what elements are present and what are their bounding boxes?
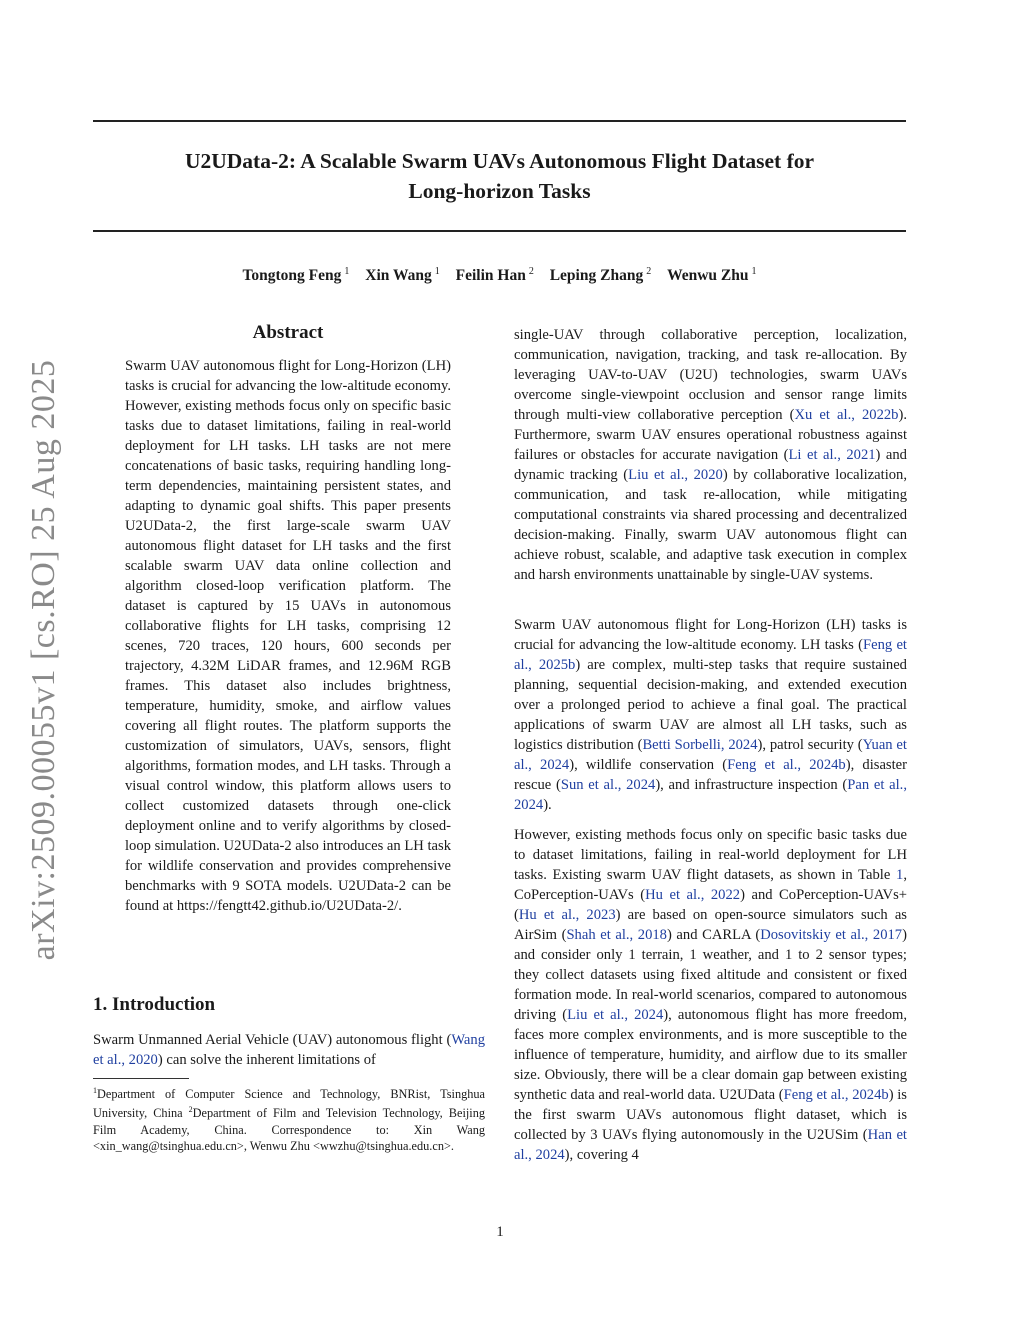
paragraph-text: ) and CARLA ( bbox=[666, 927, 761, 943]
paragraph-text: However, existing methods focus only on specific basic tasks due to dataset limitations, failing in real-world deployment for LH tasks. Existing swarm UAV flight datasets, as shown in Table bbox=[514, 827, 907, 883]
author-list bbox=[93, 266, 906, 285]
citation-link[interactable]: Sun et al., 2024 bbox=[560, 777, 656, 793]
citation-link[interactable]: Han et al., 2024 bbox=[514, 1127, 907, 1163]
paragraph-text: ), and infrastructure inspection ( bbox=[655, 777, 848, 793]
footnote-rule bbox=[93, 1078, 189, 1079]
footnote-mark: 2 bbox=[188, 1105, 193, 1115]
citation-link[interactable]: Feng et al., 2025b bbox=[514, 637, 907, 673]
title-line-2: Long-horizon Tasks bbox=[408, 179, 591, 203]
author-affiliation-mark: 2 bbox=[528, 266, 534, 277]
citation-link[interactable]: Hu et al., 2023 bbox=[518, 907, 616, 923]
right-column-paragraph-1 bbox=[514, 325, 907, 585]
introduction-paragraph bbox=[93, 1030, 485, 1070]
author-name: Leping Zhang bbox=[549, 267, 644, 285]
footnote-mark: 1 bbox=[93, 1086, 97, 1095]
paragraph-text: ) are based on open-source simulators such as AirSim ( bbox=[514, 907, 907, 943]
right-column-paragraph-2 bbox=[514, 615, 907, 815]
paragraph-text: ) and CoPerception-UAVs+ ( bbox=[514, 887, 907, 923]
paragraph-text: ) is the first swarm UAVs autonomous flight dataset, which is collected by 3 UAVs flying autonomously in the U2USim ( bbox=[514, 1087, 907, 1143]
paragraph-text: ) can solve the inherent limitations of bbox=[157, 1052, 376, 1068]
paragraph-text: ) and consider only 1 terrain, 1 weather, and 1 to 2 sensor types; they collect datasets using fixed altitude and consistent or fixed formation mode. In real-world scenarios, compared to autonomous driving ( bbox=[514, 927, 907, 1023]
citation-link[interactable]: Hu et al., 2022 bbox=[645, 887, 741, 903]
paragraph-text: single-UAV through collaborative perception, localization, communication, navigation, tracking, and task re-allocation. By leveraging UAV-to-UAV (U2U) technologies, swarm UAVs overcome single-viewpoint occlusion and sensor range limits through multi-view collaborative perception ( bbox=[514, 327, 907, 423]
author-name: Tongtong Feng bbox=[242, 267, 342, 285]
paragraph-text: , CoPerception-UAVs ( bbox=[514, 867, 907, 903]
author-affiliation-mark: 1 bbox=[751, 266, 757, 277]
citation-link[interactable]: Betti Sorbelli, 2024 bbox=[642, 737, 758, 753]
author bbox=[242, 267, 349, 284]
affiliation-footnote bbox=[93, 1083, 485, 1154]
paragraph-text: ) by collaborative localization, communication, and task re-allocation, while mitigating computational constraints via shared processing and decentralized decision-making. Finally, swarm UAV autonomous flight can achieve robust, scalable, and adaptive task execution in complex and harsh environments unattainable by single-UAV systems. bbox=[514, 467, 907, 583]
arxiv-identifier-stamp: arXiv:2509.00055v1 [cs.RO] 25 Aug 2025 bbox=[25, 359, 62, 961]
citation-link[interactable]: Feng et al., 2024b bbox=[727, 757, 846, 773]
citation-link[interactable]: Yuan et al., 2024 bbox=[514, 737, 907, 773]
paragraph-text: ), covering 4 bbox=[564, 1147, 639, 1163]
paragraph-text: ) are complex, multi-step tasks that require sustained planning, sequential decision-making, and extended execution over a prolonged period to achieve a final goal. The practical applications of swarm UAV are almost all LH tasks, such as logistics distribution ( bbox=[514, 657, 907, 753]
citation-link[interactable]: Feng et al., 2024b bbox=[783, 1087, 889, 1103]
author-affiliation-mark: 1 bbox=[344, 266, 350, 277]
table-reference-link[interactable]: 1 bbox=[896, 867, 904, 883]
citation-link[interactable]: Wang et al., 2020 bbox=[93, 1032, 485, 1068]
paper-title bbox=[93, 146, 906, 206]
author-name: Wenwu Zhu bbox=[667, 267, 749, 285]
title-line-1: U2UData-2: A Scalable Swarm UAVs Autonomous Flight Dataset for bbox=[184, 149, 815, 173]
author-affiliation-mark: 2 bbox=[646, 266, 652, 277]
citation-link[interactable]: Li et al., 2021 bbox=[788, 447, 876, 463]
abstract-text: Swarm UAV autonomous flight for Long-Horizon (LH) tasks is crucial for advancing the low-altitude economy. However, existing methods focus only on specific basic tasks due to dataset limitations, failing in real-world deployment for LH tasks. LH tasks are not mere concatenations of basic tasks, requiring handling long-term dependencies, maintaining persistent states, and adapting to dynamic goal shifts. This paper presents U2UData-2, the first large-scale swarm UAV autonomous flight dataset for LH tasks and the first scalable swarm UAV data online collection and algorithm closed-loop verification platform. The dataset is captured by 15 UAVs in autonomous collaborative flights for LH tasks, comprising 12 scenes, 720 traces, 120 hours, 600 seconds per trajectory, 4.32M LiDAR frames, and 12.96M RGB frames. This dataset also includes brightness, temperature, humidity, smoke, and airflow values covering all flight routes. The platform supports the customization of simulators, UAVs, sensors, flight algorithms, formation modes, and LH tasks. Through a visual control window, this platform allows users to collect customized datasets through one-click deployment online and to verify algorithms by closed-loop simulation. U2UData-2 also introduces an LH task for wildlife conservation and provides comprehensive benchmarks with 9 SOTA models. U2UData-2 can be found at https://fengtt42.github.io/U2UData-2/. bbox=[125, 358, 451, 914]
paragraph-text: ) and dynamic tracking ( bbox=[514, 447, 907, 483]
title-top-rule bbox=[93, 120, 906, 122]
citation-link[interactable]: Dosovitskiy et al., 2017 bbox=[760, 927, 903, 943]
author-name: Xin Wang bbox=[365, 267, 432, 285]
page-number: 1 bbox=[496, 1224, 504, 1240]
paragraph-text: ), disaster rescue ( bbox=[514, 757, 907, 793]
author bbox=[456, 267, 534, 284]
introduction-heading: 1. Introduction bbox=[93, 994, 216, 1015]
paragraph-text: ), wildlife conservation ( bbox=[569, 757, 728, 773]
author bbox=[550, 267, 651, 284]
footnote-text: Department of Film and Television Technology, Beijing Film Academy, China. Correspondence to: Xin Wang <xin_wang@tsinghua.edu.cn>, Wenwu Zhu <wwzhu@tsinghua.edu.cn>. bbox=[93, 1106, 485, 1154]
author bbox=[667, 267, 756, 284]
paragraph-text: Swarm Unmanned Aerial Vehicle (UAV) autonomous flight ( bbox=[93, 1032, 452, 1048]
citation-link[interactable]: Pan et al., 2024 bbox=[514, 777, 907, 813]
author-affiliation-mark: 1 bbox=[434, 266, 440, 277]
paragraph-text: Swarm UAV autonomous flight for Long-Horizon (LH) tasks is crucial for advancing the low-altitude economy. LH tasks ( bbox=[514, 617, 907, 653]
citation-link[interactable]: Liu et al., 2020 bbox=[628, 467, 723, 483]
paragraph-text: ). bbox=[543, 797, 552, 813]
author bbox=[365, 267, 439, 284]
paragraph-text: ), autonomous flight has more freedom, faces more complex environments, and is more susceptible to the influence of temperature, humidity, and airflow due to its smaller size. Obviously, there will be a clear domain gap between existing synthetic data and real-world data. U2UData ( bbox=[514, 1007, 907, 1103]
citation-link[interactable]: Shah et al., 2018 bbox=[566, 927, 667, 943]
abstract-heading: Abstract bbox=[252, 322, 324, 343]
citation-link[interactable]: Xu et al., 2022b bbox=[794, 407, 899, 423]
footnote-text: Department of Computer Science and Technology, BNRist, Tsinghua University, China bbox=[93, 1087, 485, 1121]
paragraph-text: ), patrol security ( bbox=[757, 737, 863, 753]
citation-link[interactable]: Liu et al., 2024 bbox=[567, 1007, 664, 1023]
title-bottom-rule bbox=[93, 230, 906, 232]
paragraph-text: ). Furthermore, swarm UAV ensures operational robustness against failures or obstacles for accurate navigation ( bbox=[514, 407, 907, 463]
right-column-paragraph-3 bbox=[514, 825, 907, 1165]
author-name: Feilin Han bbox=[455, 267, 526, 285]
